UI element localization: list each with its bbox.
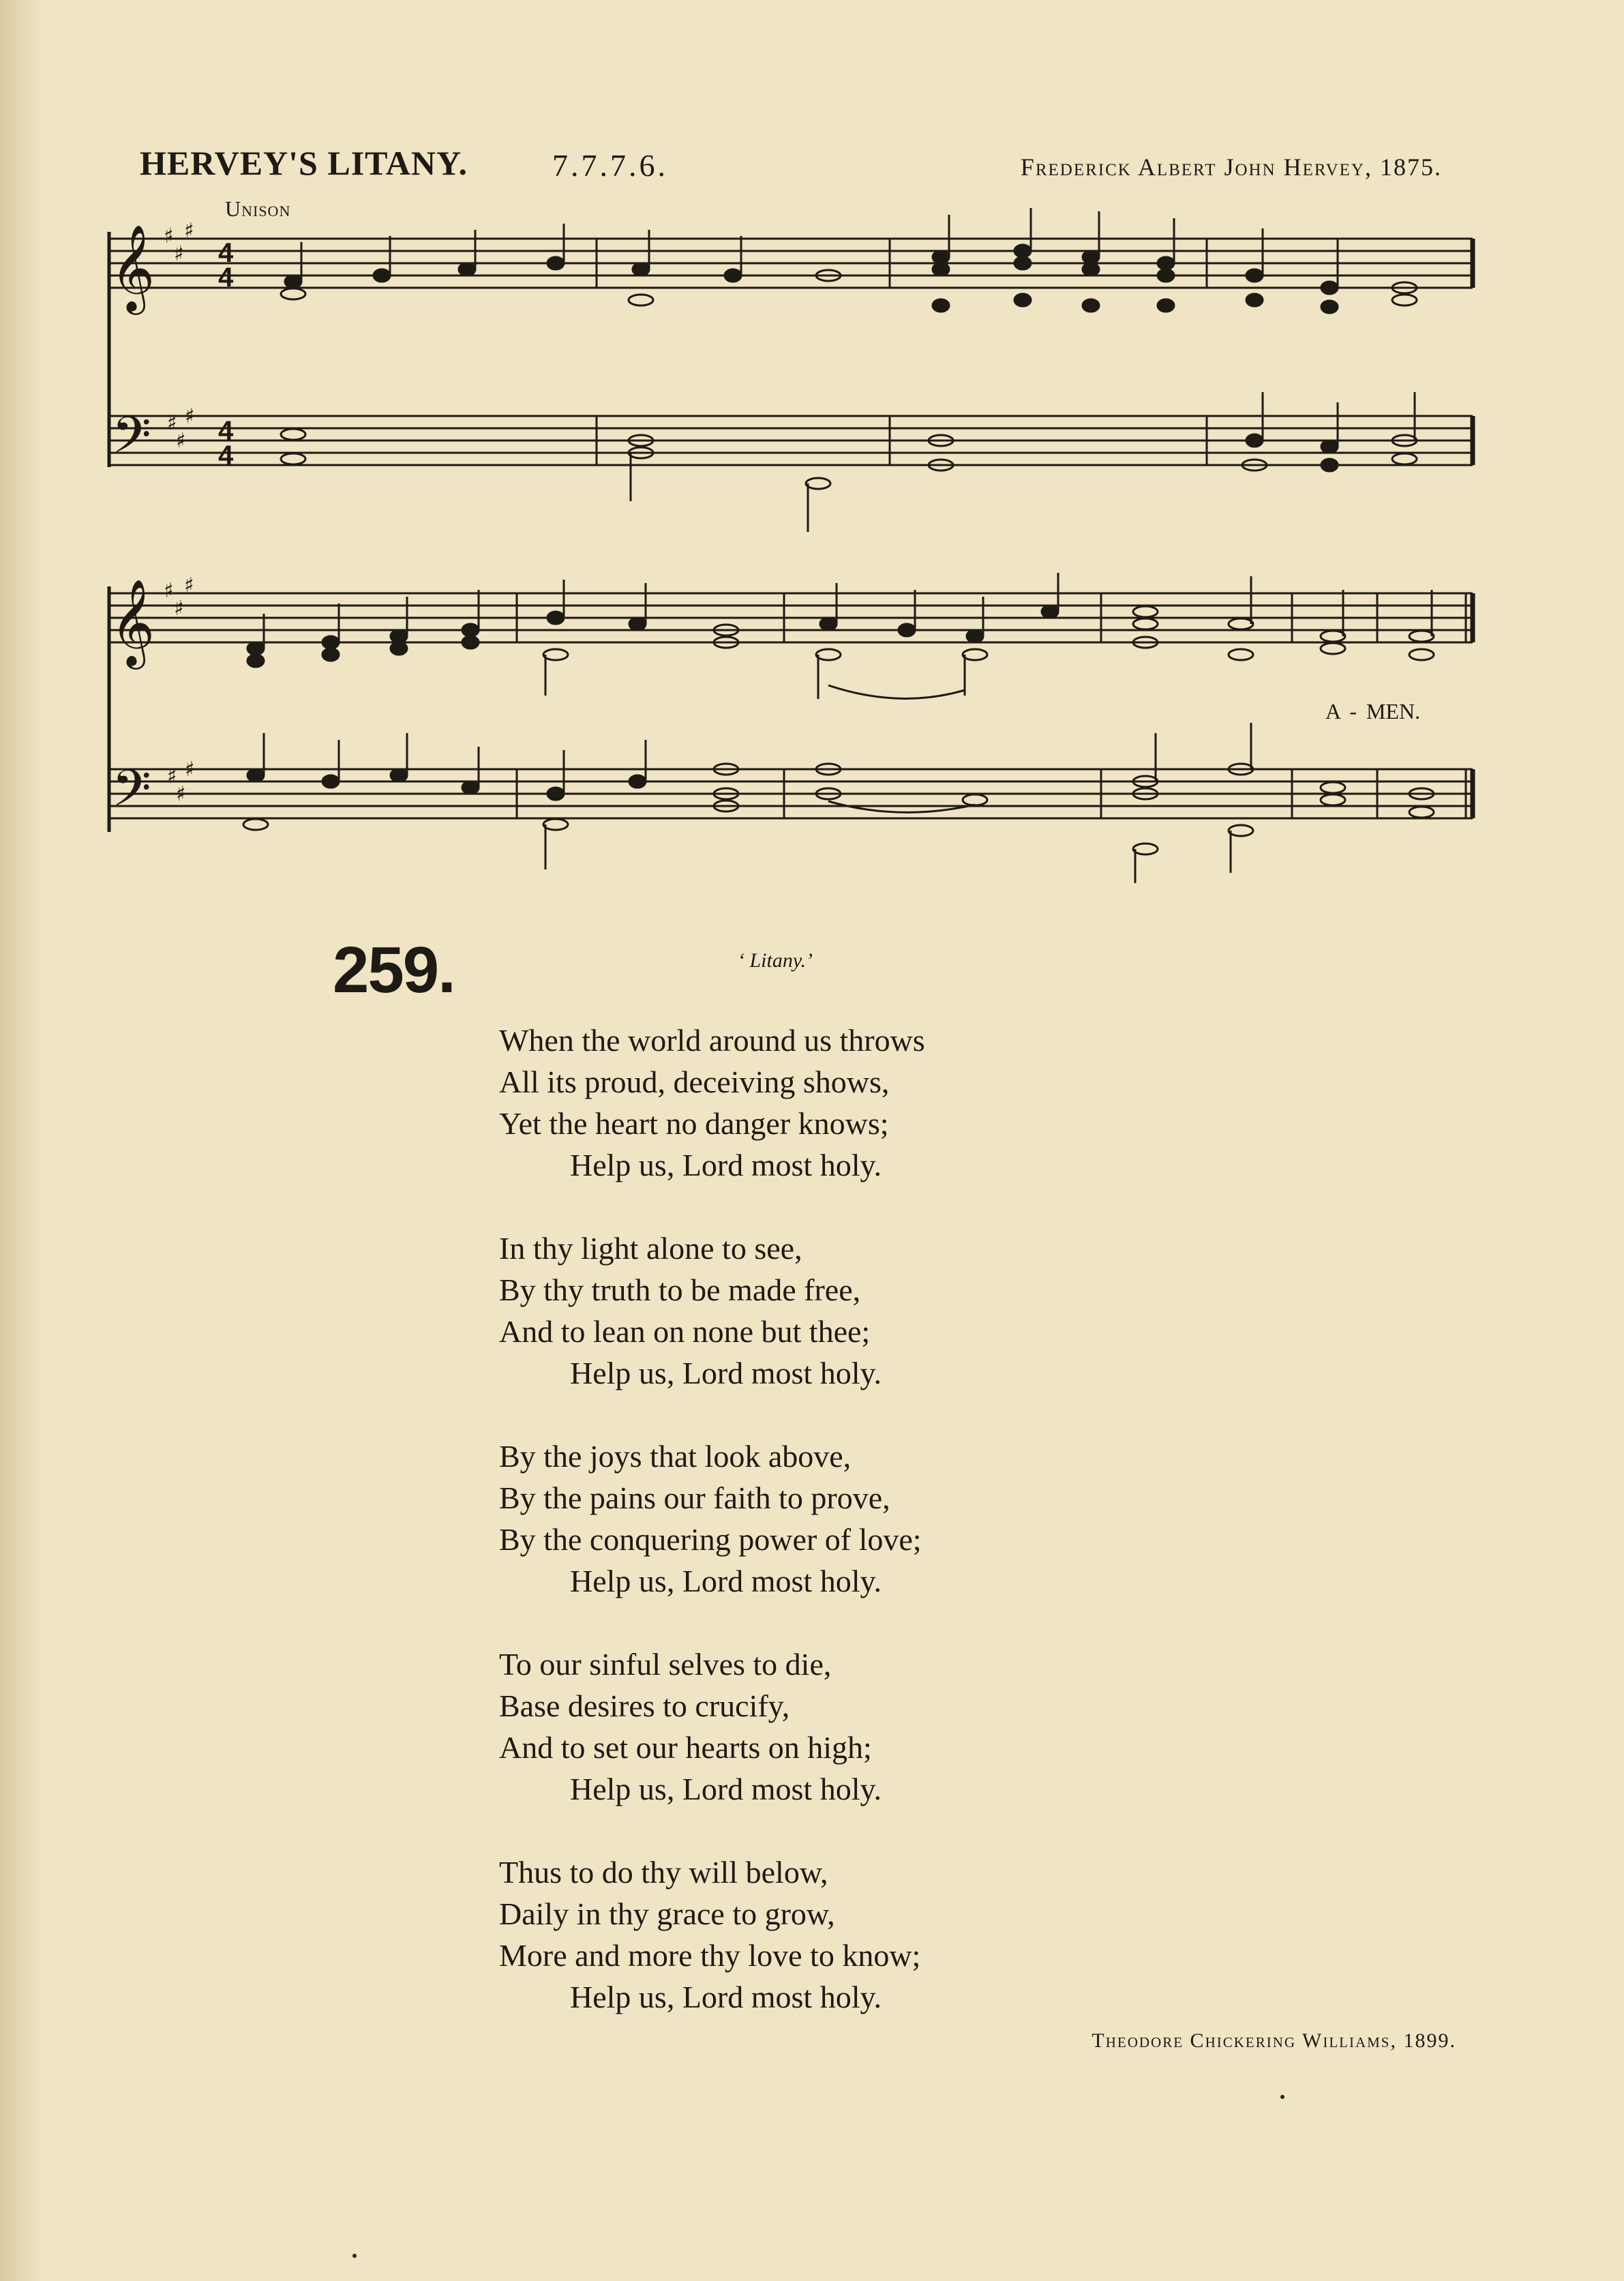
hymn-number: 259. xyxy=(333,934,455,1007)
system-1-bass-notes xyxy=(281,392,1417,532)
lyric-line: All its proud, deceiving shows, xyxy=(499,1064,890,1099)
lyric-line: By the conquering power of love; xyxy=(499,1522,922,1557)
system-1-treble-notes xyxy=(281,208,1417,313)
svg-text:4: 4 xyxy=(218,238,234,268)
hymn-title: ‘ Litany.’ xyxy=(738,949,813,972)
system-1-bass-staff xyxy=(109,416,1473,465)
svg-text:♯: ♯ xyxy=(164,224,174,248)
composer-credit: Frederick Albert John Hervey, 1875. xyxy=(1020,153,1442,181)
stanza xyxy=(499,1019,925,1186)
bass-clef-symbol xyxy=(112,406,151,477)
author-credit: Theodore Chickering Williams, 1899. xyxy=(1092,2029,1456,2052)
unison-marking: Unison xyxy=(225,196,291,221)
system-2-bass-staff xyxy=(109,769,1473,818)
svg-text:𝄢: 𝄢 xyxy=(112,406,151,477)
hymn-header xyxy=(140,143,1442,191)
lyric-line: By the joys that look above, xyxy=(499,1439,852,1474)
refrain-line: Help us, Lord most holy. xyxy=(570,1980,882,2014)
svg-text:4: 4 xyxy=(218,263,234,293)
lyric-line: More and more thy love to know; xyxy=(499,1938,921,1973)
svg-text:𝄢: 𝄢 xyxy=(112,759,151,831)
svg-text:♯: ♯ xyxy=(167,411,177,435)
svg-text:♯: ♯ xyxy=(174,242,184,266)
lyric-line: By thy truth to be made free, xyxy=(499,1272,861,1307)
refrain-line: Help us, Lord most holy. xyxy=(570,1356,882,1390)
refrain-line: Help us, Lord most holy. xyxy=(570,1148,882,1182)
stanza xyxy=(499,1851,925,2018)
lyric-line: In thy light alone to see, xyxy=(499,1231,802,1266)
lyric-line: Thus to do thy will below, xyxy=(499,1855,828,1890)
lyric-line: And to lean on none but thee; xyxy=(499,1314,871,1349)
svg-text:♯: ♯ xyxy=(184,219,194,243)
lyric-line: To our sinful selves to die, xyxy=(499,1647,832,1682)
refrain-line: Help us, Lord most holy. xyxy=(570,1564,882,1598)
meter: 7.7.7.6. xyxy=(552,148,668,183)
page-speck xyxy=(1280,2095,1284,2099)
svg-text:♯: ♯ xyxy=(185,404,195,428)
stanza xyxy=(499,1435,925,1602)
refrain-line: Help us, Lord most holy. xyxy=(570,1772,882,1806)
svg-text:♯: ♯ xyxy=(174,597,184,621)
key-signature xyxy=(164,219,194,266)
svg-text:4: 4 xyxy=(218,441,234,471)
lyric-line: Yet the heart no danger knows; xyxy=(499,1106,889,1141)
music-score xyxy=(95,205,1486,886)
stanza xyxy=(499,1643,925,1810)
system-2-bass-notes xyxy=(243,723,1434,883)
time-signature xyxy=(218,238,234,293)
system-2-treble-notes xyxy=(247,573,1434,699)
amen-text: A - MEN. xyxy=(1325,699,1421,724)
lyric-line: By the pains our faith to prove, xyxy=(499,1480,890,1515)
svg-text:♯: ♯ xyxy=(176,782,186,806)
page-edge-shadow xyxy=(0,0,41,2281)
svg-text:♯: ♯ xyxy=(184,573,194,597)
svg-text:♯: ♯ xyxy=(164,579,174,603)
lyric-line: When the world around us throws xyxy=(499,1023,925,1058)
hymn-lyrics xyxy=(499,1019,925,2059)
svg-text:♯: ♯ xyxy=(176,429,186,453)
lyric-line: Base desires to crucify, xyxy=(499,1688,790,1723)
system-2-treble-staff xyxy=(109,586,1473,832)
svg-text:𝄞: 𝄞 xyxy=(110,578,155,666)
svg-text:4: 4 xyxy=(218,416,234,446)
svg-text:♯: ♯ xyxy=(167,764,177,788)
svg-text:♯: ♯ xyxy=(185,758,195,781)
page-speck xyxy=(352,2254,357,2258)
lyric-line: And to set our hearts on high; xyxy=(499,1730,872,1765)
system-1-treble-staff xyxy=(109,232,1473,467)
lyric-line: Daily in thy grace to grow, xyxy=(499,1896,835,1931)
tune-name: HERVEY'S LITANY. xyxy=(140,144,468,182)
svg-text:𝄞: 𝄞 xyxy=(110,224,155,311)
stanza xyxy=(499,1227,925,1394)
treble-clef-symbol xyxy=(110,224,155,315)
